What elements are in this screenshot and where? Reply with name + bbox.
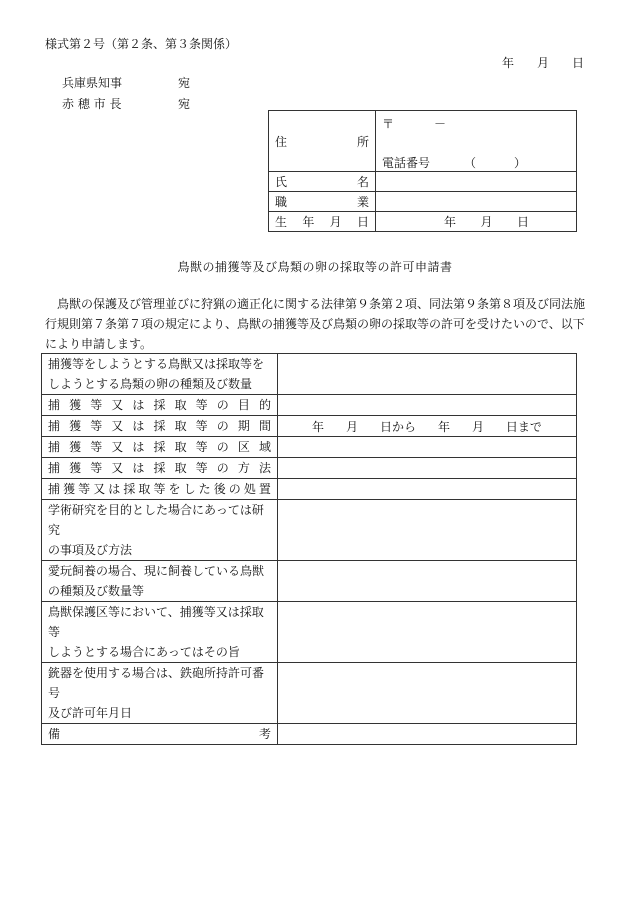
area-field[interactable] [278, 437, 577, 458]
disposal-row [42, 479, 577, 500]
disposal-label [42, 479, 278, 500]
label-char: 又 [111, 398, 124, 412]
period-row [42, 416, 577, 437]
postal-code [382, 115, 446, 132]
address-field[interactable] [376, 111, 577, 172]
pet-label: 愛玩飼養の場合、現に飼養している鳥獣 の種類及び数量等 [42, 561, 278, 602]
label-char: 年 [437, 419, 450, 434]
label-char: 等 [195, 440, 208, 454]
date-month-label: 月 [536, 56, 549, 70]
label-char: 域 [258, 440, 271, 454]
label-char: 的 [258, 398, 271, 412]
occupation-field[interactable] [376, 192, 577, 212]
label-char: 等 [195, 461, 208, 475]
label-char: 日まで [505, 419, 542, 434]
label-char: 等 [90, 440, 103, 454]
label-char: 置 [258, 482, 271, 496]
date-year-label: 年 [502, 56, 515, 70]
protected-area-field[interactable] [278, 602, 577, 663]
label-char: 日から [379, 419, 416, 434]
addressee-suffix: 宛 [178, 97, 191, 111]
label-char: の [228, 482, 241, 496]
method-label [42, 458, 278, 479]
species-row [42, 354, 577, 395]
name-label: 氏 名 [269, 172, 376, 192]
label-char: 方 [237, 461, 250, 475]
addressee-governor [62, 74, 192, 91]
label-char: 採 [153, 440, 166, 454]
addressee-name: 兵庫県知事 [62, 76, 123, 90]
label-char: 月 [345, 419, 358, 434]
birthdate-label: 生 年 月 日 [269, 212, 376, 232]
label-char: 等 [90, 419, 103, 433]
label-char: 取 [174, 461, 187, 475]
area-row [42, 437, 577, 458]
label-char: 捕 [48, 398, 61, 412]
gun-label: 銃器を使用する場合は、鉄砲所持許可番号 及び許可年月日 [42, 663, 278, 724]
pet-row [42, 561, 577, 602]
area-label [42, 437, 278, 458]
application-statement: 鳥獣の保護及び管理並びに狩猟の適正化に関する法律第９条第２項、同法第９条第８項及び同法施行規則第７条第７項の規定により、鳥獣の捕獲等及び鳥類の卵の採取等の許可を受けたいので、以下により申請します。 [45, 297, 586, 351]
birthdate-field[interactable]: 年 月 日 [376, 212, 577, 232]
addressee-suffix: 宛 [178, 76, 191, 90]
label-char: 捕 [48, 461, 61, 475]
label-char: 区 [237, 440, 250, 454]
addressee-name: 赤 穂 市 長 [62, 97, 122, 111]
label-char: 等 [90, 398, 103, 412]
label-char: し [183, 482, 196, 496]
label-char: 処 [243, 482, 256, 496]
address-label: 住 所 [269, 111, 376, 172]
occupation-row [269, 192, 577, 212]
label-char: 捕 [48, 482, 61, 496]
method-row [42, 458, 577, 479]
label-char: を [168, 482, 181, 496]
occupation-label: 職 業 [269, 192, 376, 212]
label-char: 又 [111, 419, 124, 433]
disposal-field[interactable] [278, 479, 577, 500]
name-field[interactable] [376, 172, 577, 192]
document-title: 鳥獣の捕獲等及び鳥類の卵の採取等の許可申請書 [177, 260, 453, 274]
label-char: 月 [471, 419, 484, 434]
label-char: 採 [153, 398, 166, 412]
method-field[interactable] [278, 458, 577, 479]
label-char: 等 [90, 461, 103, 475]
label-char: の [216, 440, 229, 454]
remarks-field[interactable] [278, 724, 577, 745]
phone-number: 電話番号 （ ） [382, 156, 527, 170]
label-char: は [132, 440, 145, 454]
label-char: の [216, 398, 229, 412]
remarks-row [42, 724, 577, 745]
purpose-label [42, 395, 278, 416]
label-char: た [198, 482, 211, 496]
postal-mark: 〒 [382, 117, 395, 131]
research-row [42, 500, 577, 561]
label-char: は [132, 398, 145, 412]
protected-area-row [42, 602, 577, 663]
gun-row [42, 663, 577, 724]
label-char: 捕 [48, 419, 61, 433]
label-char: 獲 [69, 440, 82, 454]
label-char: 獲 [69, 398, 82, 412]
label-char: 取 [174, 419, 187, 433]
label-char: は [108, 482, 121, 496]
postal-dash: － [434, 117, 447, 131]
label-char: 目 [237, 398, 250, 412]
label-char: 等 [195, 419, 208, 433]
label-char: 取 [174, 440, 187, 454]
address-row [269, 111, 577, 172]
gun-field[interactable] [278, 663, 577, 724]
label-char: 獲 [63, 482, 76, 496]
label-char: 採 [123, 482, 136, 496]
phone-label: 電話番号 [382, 156, 431, 170]
label-char: 取 [174, 398, 187, 412]
label-char: 等 [78, 482, 91, 496]
label-char: 捕 [48, 440, 61, 454]
label-char: 等 [195, 398, 208, 412]
species-field[interactable] [278, 354, 577, 395]
label-char: は [132, 419, 145, 433]
period-field[interactable] [278, 416, 577, 437]
form-number-label: 様式第２号（第２条、第３条関係） [45, 37, 238, 51]
protected-area-label: 鳥獣保護区等において、捕獲等又は採取等 しようとする場合にあってはその旨 [42, 602, 278, 663]
label-char: 採 [153, 419, 166, 433]
label-char: 間 [258, 419, 271, 433]
label-char: 獲 [69, 461, 82, 475]
label-char: 獲 [69, 419, 82, 433]
label-char: 等 [153, 482, 166, 496]
application-items-table [41, 353, 577, 745]
label-char: 年 [312, 419, 325, 434]
label-char: の [216, 461, 229, 475]
label-char: の [216, 419, 229, 433]
submission-date [502, 54, 584, 71]
research-field[interactable] [278, 500, 577, 561]
label-char: 法 [258, 461, 271, 475]
period-label [42, 416, 278, 437]
addressee-mayor [62, 95, 192, 112]
species-label: 捕獲等をしようとする鳥獣又は採取等を しようとする鳥類の卵の種類及び数量 [42, 354, 278, 395]
date-day-label: 日 [571, 56, 584, 70]
label-char: 採 [153, 461, 166, 475]
name-row [269, 172, 577, 192]
purpose-field[interactable] [278, 395, 577, 416]
label-char: 期 [237, 419, 250, 433]
label-char: 又 [111, 440, 124, 454]
label-char: 又 [111, 461, 124, 475]
label-char: 後 [213, 482, 226, 496]
purpose-row [42, 395, 577, 416]
remarks-label: 備 考 [42, 724, 278, 745]
pet-field[interactable] [278, 561, 577, 602]
label-char: 取 [138, 482, 151, 496]
applicant-info-table [268, 110, 577, 232]
birthdate-row [269, 212, 577, 232]
label-char: 又 [93, 482, 106, 496]
label-char: は [132, 461, 145, 475]
research-label: 学術研究を目的とした場合にあっては研究 の事項及び方法 [42, 500, 278, 561]
